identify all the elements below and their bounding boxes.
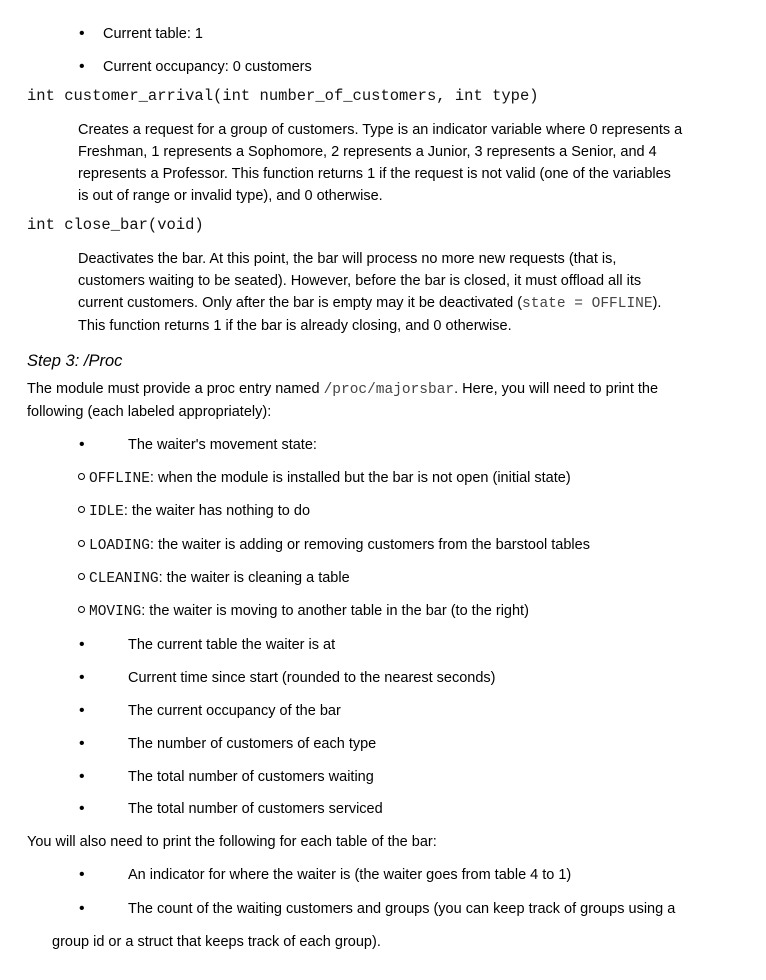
proc-item: The total number of customers waiting <box>128 769 374 785</box>
bullet-dot: • <box>79 768 85 785</box>
per-table-item: The count of the waiting customers and groups (you can keep track of groups using a <box>128 901 676 917</box>
description-line: represents a Professor. This function returns 1 if the request is not valid (one of the variables <box>78 166 671 182</box>
bullet-dot: • <box>79 702 85 719</box>
bullet-dot: • <box>79 800 85 817</box>
function-signature-close-bar: int close_bar(void) <box>27 216 204 234</box>
circle-bullet-icon <box>78 573 85 580</box>
circle-bullet-icon <box>78 540 85 547</box>
description-line: This function returns 1 if the bar is already closing, and 0 otherwise. <box>78 318 512 334</box>
proc-item: The current occupancy of the bar <box>128 703 341 719</box>
bullet-dot: • <box>79 900 85 917</box>
inline-code-proc-path: /proc/majorsbar <box>323 382 455 398</box>
bullet-dot: • <box>79 669 85 686</box>
step3-heading: Step 3: /Proc <box>27 352 123 370</box>
proc-item: Current time since start (rounded to the nearest seconds) <box>128 670 496 686</box>
close-bar-description <box>78 248 661 337</box>
per-table-item: An indicator for where the waiter is (the waiter goes from table 4 to 1) <box>128 867 572 883</box>
state-item-loading: LOADING: the waiter is adding or removing customers from the barstool tables <box>78 536 590 555</box>
bullet-dot: • <box>79 25 85 42</box>
top-bullet-current-occupancy: Current occupancy: 0 customers <box>103 59 312 75</box>
customer-arrival-description <box>78 119 682 207</box>
description-line: Creates a request for a group of customers. Type is an indicator variable where 0 represents a <box>78 122 683 138</box>
proc-item: The total number of customers serviced <box>128 801 383 817</box>
state-item-idle: IDLE: the waiter has nothing to do <box>78 502 310 521</box>
description-line: Deactivates the bar. At this point, the bar will process no more new requests (that is, <box>78 251 617 267</box>
circle-bullet-icon <box>78 506 85 513</box>
step3-intro <box>27 378 658 423</box>
description-line-with-code: current customers. Only after the bar is empty may it be deactivated (state = OFFLINE). <box>78 295 662 312</box>
description-line: is out of range or invalid type), and 0 otherwise. <box>78 188 383 204</box>
circle-bullet-icon <box>78 473 85 480</box>
top-bullet-current-table: Current table: 1 <box>103 26 203 42</box>
bullet-dot: • <box>79 436 85 453</box>
bullet-dot: • <box>79 58 85 75</box>
state-item-offline: OFFLINE: when the module is installed but the bar is not open (initial state) <box>78 469 571 488</box>
state-item-moving: MOVING: the waiter is moving to another table in the bar (to the right) <box>78 602 529 621</box>
description-line: customers waiting to be seated). However, before the bar is closed, it must offload all its <box>78 273 642 289</box>
proc-item: The number of customers of each type <box>128 736 377 752</box>
intro-line: following (each labeled appropriately): <box>27 404 272 420</box>
per-table-intro: You will also need to print the following for each table of the bar: <box>27 834 437 850</box>
state-item-cleaning: CLEANING: the waiter is cleaning a table <box>78 569 350 588</box>
function-signature-customer-arrival: int customer_arrival(int number_of_customers, int type) <box>27 87 539 105</box>
inline-code-state-offline: state = OFFLINE <box>522 296 653 312</box>
circle-bullet-icon <box>78 606 85 613</box>
description-line: Freshman, 1 represents a Sophomore, 2 represents a Junior, 3 represents a Senior, and 4 <box>78 144 657 160</box>
proc-item: The current table the waiter is at <box>128 637 336 653</box>
bullet-dot: • <box>79 735 85 752</box>
per-table-continuation: group id or a struct that keeps track of each group). <box>52 934 381 950</box>
bullet-dot: • <box>79 636 85 653</box>
intro-line: The module must provide a proc entry named /proc/majorsbar. Here, you will need to print the <box>27 381 659 398</box>
waiter-state-label: The waiter's movement state: <box>128 437 317 453</box>
bullet-dot: • <box>79 866 85 883</box>
